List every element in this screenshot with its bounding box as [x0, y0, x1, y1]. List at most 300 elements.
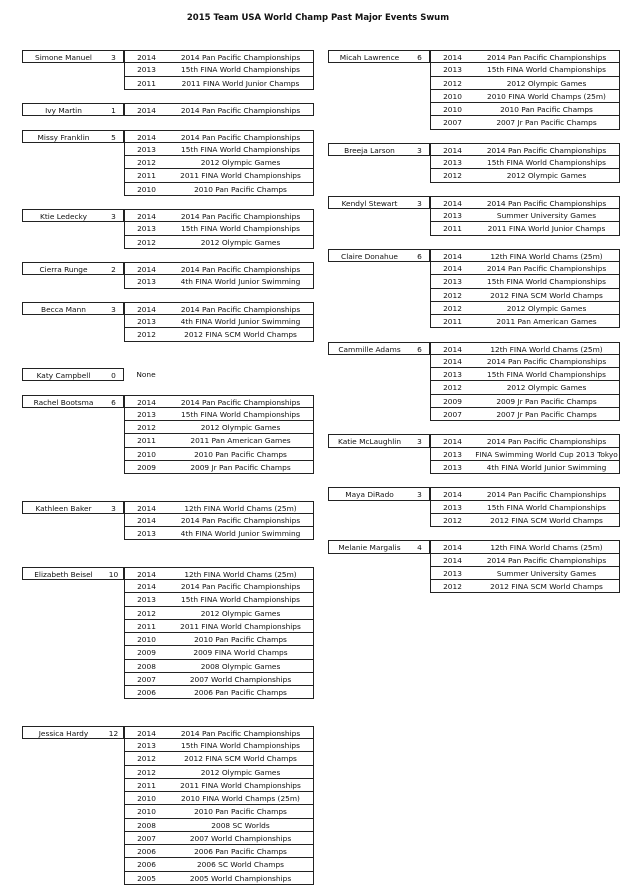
- event-count: 12: [104, 726, 124, 739]
- event-row: [22, 527, 314, 540]
- event-row: [22, 752, 314, 765]
- event-name: 2012 Olympic Games: [168, 156, 314, 169]
- event-row: [328, 580, 620, 593]
- swimmer-name: [22, 527, 104, 540]
- event-name: 15th FINA World Championships: [474, 156, 620, 169]
- event-year: 2012: [124, 328, 168, 341]
- event-count: [104, 845, 124, 858]
- swimmer-name: [328, 368, 410, 381]
- event-year: 2010: [430, 103, 474, 116]
- swimmer-name: [22, 328, 104, 341]
- swimmer-name: [328, 461, 410, 474]
- event-count: [410, 580, 430, 593]
- event-count: [104, 752, 124, 765]
- event-year: 2006: [124, 845, 168, 858]
- swimmer-name: [22, 660, 104, 673]
- event-count: [104, 832, 124, 845]
- event-count: [410, 103, 430, 116]
- swimmer-name: [22, 408, 104, 421]
- event-row: [22, 434, 314, 447]
- swimmer-name: [22, 805, 104, 818]
- event-year: 2011: [124, 779, 168, 792]
- event-name: 2012 Olympic Games: [168, 607, 314, 620]
- event-name: 2010 FINA World Champs (25m): [168, 792, 314, 805]
- event-name: [168, 368, 314, 381]
- event-year: 2014: [124, 514, 168, 527]
- event-name: 15th FINA World Championships: [168, 739, 314, 752]
- swimmer-name: Simone Manuel: [22, 50, 104, 63]
- event-row: [22, 673, 314, 686]
- event-row: [22, 77, 314, 90]
- swimmer-name: Katy Campbell: [22, 368, 104, 381]
- event-year: 2010: [124, 792, 168, 805]
- event-year: 2014: [124, 130, 168, 143]
- event-year: 2011: [124, 434, 168, 447]
- swimmer-name: [22, 63, 104, 76]
- swimmer-name: [22, 222, 104, 235]
- event-year: 2013: [430, 368, 474, 381]
- swimmer-name: [22, 156, 104, 169]
- event-name: 2012 Olympic Games: [474, 381, 620, 394]
- swimmer-name: Cierra Runge: [22, 262, 104, 275]
- event-year: 2007: [430, 116, 474, 129]
- swimmer-name: [22, 448, 104, 461]
- swimmer-block: [22, 50, 314, 90]
- swimmer-name: [328, 514, 410, 527]
- event-row: [22, 779, 314, 792]
- event-year: 2013: [124, 222, 168, 235]
- event-name: 2012 FINA SCM World Champs: [474, 514, 620, 527]
- event-year: 2012: [430, 514, 474, 527]
- event-row: [328, 408, 620, 421]
- swimmer-name: [22, 461, 104, 474]
- event-year: 2012: [430, 381, 474, 394]
- swimmer-name: [328, 448, 410, 461]
- event-row: [22, 302, 314, 315]
- swimmer-block: [22, 209, 314, 249]
- event-count: [410, 554, 430, 567]
- swimmer-name: Jessica Hardy: [22, 726, 104, 739]
- event-row: [22, 461, 314, 474]
- event-year: 2014: [124, 209, 168, 222]
- event-row: [22, 646, 314, 659]
- event-year: 2007: [430, 408, 474, 421]
- event-name: FINA Swimming World Cup 2013 Tokyo: [474, 448, 620, 461]
- swimmer-block: [22, 567, 314, 700]
- event-name: 12th FINA World Chams (25m): [168, 501, 314, 514]
- swimmer-name: [328, 63, 410, 76]
- event-row: [22, 209, 314, 222]
- event-name: 15th FINA World Championships: [474, 63, 620, 76]
- event-year: 2013: [430, 63, 474, 76]
- swimmer-name: Cammille Adams: [328, 342, 410, 355]
- event-name: 15th FINA World Championships: [168, 63, 314, 76]
- event-name: Summer University Games: [474, 209, 620, 222]
- event-row: [328, 381, 620, 394]
- event-year: 2013: [430, 209, 474, 222]
- event-row: [22, 832, 314, 845]
- event-count: 3: [410, 196, 430, 209]
- swimmer-name: [328, 262, 410, 275]
- event-name: 2014 Pan Pacific Championships: [474, 50, 620, 63]
- event-count: [104, 169, 124, 182]
- event-count: 3: [104, 302, 124, 315]
- event-name: 2012 FINA SCM World Champs: [474, 289, 620, 302]
- event-count: [410, 169, 430, 182]
- swimmer-block: [328, 143, 620, 183]
- event-name: 2011 FINA World Junior Champs: [474, 222, 620, 235]
- swimmer-name: [22, 580, 104, 593]
- event-name: 4th FINA World Junior Swimming: [168, 527, 314, 540]
- event-year: 2014: [430, 540, 474, 553]
- event-name: Summer University Games: [474, 567, 620, 580]
- event-count: [104, 514, 124, 527]
- swimmer-name: [22, 673, 104, 686]
- event-row: [328, 461, 620, 474]
- event-year: 2010: [124, 448, 168, 461]
- event-count: [410, 381, 430, 394]
- event-year: 2012: [430, 289, 474, 302]
- event-name: 2010 Pan Pacific Champs: [168, 448, 314, 461]
- event-row: [328, 209, 620, 222]
- page-title: 2015 Team USA World Champ Past Major Events Swum: [186, 13, 450, 23]
- event-count: [410, 355, 430, 368]
- swimmer-block: [328, 540, 620, 593]
- event-name: 4th FINA World Junior Swimming: [168, 315, 314, 328]
- swimmer-name: Kathleen Baker: [22, 501, 104, 514]
- swimmer-name: [328, 209, 410, 222]
- event-name: 4th FINA World Junior Swimming: [474, 461, 620, 474]
- event-row: [22, 275, 314, 288]
- swimmer-name: [22, 434, 104, 447]
- swimmer-block: [22, 130, 314, 196]
- swimmer-name: [328, 381, 410, 394]
- swimmer-name: [22, 593, 104, 606]
- event-count: [410, 90, 430, 103]
- event-name: 2007 World Championships: [168, 673, 314, 686]
- event-name: 2014 Pan Pacific Championships: [168, 50, 314, 63]
- swimmer-name: [22, 77, 104, 90]
- event-row: [328, 448, 620, 461]
- swimmer-block: [328, 487, 620, 527]
- swimmer-name: Missy Franklin: [22, 130, 104, 143]
- swimmer-name: [328, 355, 410, 368]
- event-name: 2007 Jr Pan Pacific Champs: [474, 116, 620, 129]
- swimmer-block: [22, 726, 314, 885]
- event-year: 2012: [124, 607, 168, 620]
- event-row: [22, 315, 314, 328]
- event-year: 2014: [124, 567, 168, 580]
- swimmer-name: Elizabeth Beisel: [22, 567, 104, 580]
- swimmer-name: [22, 779, 104, 792]
- swimmer-name: [22, 315, 104, 328]
- event-count: 3: [410, 434, 430, 447]
- event-count: [410, 209, 430, 222]
- event-row: [328, 355, 620, 368]
- event-row: [22, 805, 314, 818]
- event-count: [104, 143, 124, 156]
- event-year: 2014: [430, 249, 474, 262]
- event-count: 3: [410, 487, 430, 500]
- event-count: [104, 580, 124, 593]
- event-row: [328, 514, 620, 527]
- event-row: [328, 103, 620, 116]
- event-name: 2009 Jr Pan Pacific Champs: [168, 461, 314, 474]
- event-count: [104, 819, 124, 832]
- swimmer-block: [22, 368, 314, 381]
- event-year: 2014: [430, 487, 474, 500]
- event-count: 3: [104, 50, 124, 63]
- event-count: [104, 686, 124, 699]
- event-row: [22, 448, 314, 461]
- event-year: 2011: [124, 620, 168, 633]
- event-count: [104, 646, 124, 659]
- event-count: [104, 805, 124, 818]
- event-count: [410, 156, 430, 169]
- swimmer-name: [22, 514, 104, 527]
- swimmer-name: [328, 408, 410, 421]
- event-row: [328, 540, 620, 553]
- event-year: 2014: [430, 342, 474, 355]
- event-count: [104, 673, 124, 686]
- swimmer-block: [328, 249, 620, 329]
- event-row: [22, 567, 314, 580]
- event-row: [328, 501, 620, 514]
- event-name: 2010 Pan Pacific Champs: [168, 633, 314, 646]
- event-name: 2007 World Championships: [168, 832, 314, 845]
- event-count: [104, 739, 124, 752]
- swimmer-name: Katie McLaughlin: [328, 434, 410, 447]
- swimmer-name: [22, 633, 104, 646]
- event-year: 2014: [124, 726, 168, 739]
- event-row: [328, 249, 620, 262]
- event-row: [22, 169, 314, 182]
- event-count: [104, 448, 124, 461]
- event-name: 2014 Pan Pacific Championships: [168, 395, 314, 408]
- event-name: 2014 Pan Pacific Championships: [168, 209, 314, 222]
- event-name: 2014 Pan Pacific Championships: [474, 487, 620, 500]
- swimmer-name: [328, 580, 410, 593]
- event-name: 15th FINA World Championships: [168, 222, 314, 235]
- event-count: [410, 567, 430, 580]
- event-count: 3: [410, 143, 430, 156]
- event-name: 2010 Pan Pacific Champs: [168, 183, 314, 196]
- event-row: [328, 567, 620, 580]
- event-name: 2014 Pan Pacific Championships: [168, 130, 314, 143]
- event-name: 2006 SC World Champs: [168, 858, 314, 871]
- event-year: 2012: [124, 752, 168, 765]
- event-row: [22, 660, 314, 673]
- event-name: 2014 Pan Pacific Championships: [474, 143, 620, 156]
- event-year: 2012: [124, 766, 168, 779]
- swimmer-name: [22, 752, 104, 765]
- event-count: [104, 63, 124, 76]
- swimmer-name: [22, 275, 104, 288]
- event-count: [410, 448, 430, 461]
- event-count: [104, 328, 124, 341]
- event-name: 2012 FINA SCM World Champs: [168, 752, 314, 765]
- event-row: [22, 580, 314, 593]
- event-count: [104, 77, 124, 90]
- event-name: 2014 Pan Pacific Championships: [168, 302, 314, 315]
- event-year: 2005: [124, 872, 168, 885]
- event-count: [410, 275, 430, 288]
- swimmer-name: [328, 90, 410, 103]
- event-count: [410, 514, 430, 527]
- swimmer-name: [328, 567, 410, 580]
- event-row: [328, 116, 620, 129]
- event-year: 2012: [124, 421, 168, 434]
- event-count: [104, 792, 124, 805]
- swimmer-name: Claire Donahue: [328, 249, 410, 262]
- swimmer-block: [328, 434, 620, 474]
- event-row: [22, 501, 314, 514]
- event-row: [328, 315, 620, 328]
- event-name: 2011 FINA World Championships: [168, 620, 314, 633]
- swimmer-block: [22, 395, 314, 475]
- event-name: 2012 Olympic Games: [168, 766, 314, 779]
- event-count: [104, 421, 124, 434]
- event-year: 2012: [430, 77, 474, 90]
- event-year: 2014: [430, 355, 474, 368]
- event-year: 2013: [124, 143, 168, 156]
- event-name: 2010 Pan Pacific Champs: [474, 103, 620, 116]
- event-row: [328, 368, 620, 381]
- event-count: [410, 289, 430, 302]
- event-row: [22, 620, 314, 633]
- event-row: [328, 395, 620, 408]
- event-name: 15th FINA World Championships: [168, 408, 314, 421]
- event-row: [22, 395, 314, 408]
- event-name: 2014 Pan Pacific Championships: [168, 580, 314, 593]
- event-count: [104, 156, 124, 169]
- event-row: [22, 607, 314, 620]
- event-year: 2011: [430, 222, 474, 235]
- event-name: 2007 Jr Pan Pacific Champs: [474, 408, 620, 421]
- event-name: 2012 Olympic Games: [474, 77, 620, 90]
- event-count: [104, 620, 124, 633]
- event-year: 2013: [124, 63, 168, 76]
- event-row: [22, 726, 314, 739]
- swimmer-name: [328, 395, 410, 408]
- event-row: [22, 421, 314, 434]
- swimmer-name: [22, 183, 104, 196]
- left-column: [22, 50, 314, 885]
- event-count: [104, 236, 124, 249]
- swimmer-name: [22, 646, 104, 659]
- event-name: 2010 Pan Pacific Champs: [168, 805, 314, 818]
- event-row: [22, 328, 314, 341]
- event-year: 2010: [430, 90, 474, 103]
- event-row: [328, 302, 620, 315]
- swimmer-name: [328, 103, 410, 116]
- event-name: 15th FINA World Championships: [474, 275, 620, 288]
- event-year: 2009: [124, 461, 168, 474]
- event-name: 15th FINA World Championships: [168, 593, 314, 606]
- event-year: 2007: [124, 673, 168, 686]
- event-year: 2014: [430, 554, 474, 567]
- event-row: [22, 819, 314, 832]
- swimmer-name: [22, 169, 104, 182]
- event-count: [104, 593, 124, 606]
- swimmer-name: [328, 275, 410, 288]
- event-row: [328, 262, 620, 275]
- event-count: [410, 222, 430, 235]
- event-row: [22, 514, 314, 527]
- swimmer-name: [328, 501, 410, 514]
- event-year: 2013: [430, 461, 474, 474]
- event-row: [22, 739, 314, 752]
- event-count: 1: [104, 103, 124, 116]
- event-name: 2008 Olympic Games: [168, 660, 314, 673]
- event-year: 2014: [124, 50, 168, 63]
- event-count: 4: [410, 540, 430, 553]
- swimmer-name: Becca Mann: [22, 302, 104, 315]
- event-name: 12th FINA World Chams (25m): [474, 540, 620, 553]
- event-count: [104, 183, 124, 196]
- event-year: 2013: [430, 567, 474, 580]
- swimmer-block: [22, 262, 314, 289]
- swimmer-name: [328, 289, 410, 302]
- event-count: [410, 116, 430, 129]
- event-year: 2011: [124, 169, 168, 182]
- event-count: [104, 315, 124, 328]
- swimmer-name: [22, 686, 104, 699]
- event-row: [328, 434, 620, 447]
- event-row: [22, 872, 314, 885]
- swimmer-block: [328, 196, 620, 236]
- event-name: 2014 Pan Pacific Championships: [168, 262, 314, 275]
- event-count: [410, 77, 430, 90]
- right-column: [328, 50, 620, 593]
- event-count: [104, 766, 124, 779]
- swimmer-name: [328, 222, 410, 235]
- event-year: 2014: [430, 262, 474, 275]
- swimmer-name: [328, 77, 410, 90]
- event-year: 2013: [430, 156, 474, 169]
- event-count: [410, 501, 430, 514]
- swimmer-block: [328, 50, 620, 130]
- event-year: 2014: [124, 302, 168, 315]
- event-name: 2006 Pan Pacific Champs: [168, 686, 314, 699]
- event-count: 2: [104, 262, 124, 275]
- event-row: [22, 183, 314, 196]
- event-row: [328, 90, 620, 103]
- event-name: 2009 Jr Pan Pacific Champs: [474, 395, 620, 408]
- swimmer-block: [22, 103, 314, 116]
- event-count: [104, 408, 124, 421]
- event-year: 2014: [124, 580, 168, 593]
- event-name: 2014 Pan Pacific Championships: [474, 554, 620, 567]
- event-year: 2012: [430, 580, 474, 593]
- event-name: 2012 FINA SCM World Champs: [474, 580, 620, 593]
- event-name: 12th FINA World Chams (25m): [474, 249, 620, 262]
- event-row: [328, 222, 620, 235]
- event-name: 4th FINA World Junior Swimming: [168, 275, 314, 288]
- swimmer-name: [22, 832, 104, 845]
- event-row: [328, 289, 620, 302]
- event-year: 2014: [430, 50, 474, 63]
- event-year: 2013: [124, 739, 168, 752]
- swimmer-block: [22, 302, 314, 342]
- event-name: 2005 World Championships: [168, 872, 314, 885]
- event-count: [104, 527, 124, 540]
- event-count: 3: [104, 501, 124, 514]
- event-name: 2012 Olympic Games: [168, 236, 314, 249]
- event-name: 15th FINA World Championships: [168, 143, 314, 156]
- event-row: [22, 222, 314, 235]
- event-year: 2012: [124, 236, 168, 249]
